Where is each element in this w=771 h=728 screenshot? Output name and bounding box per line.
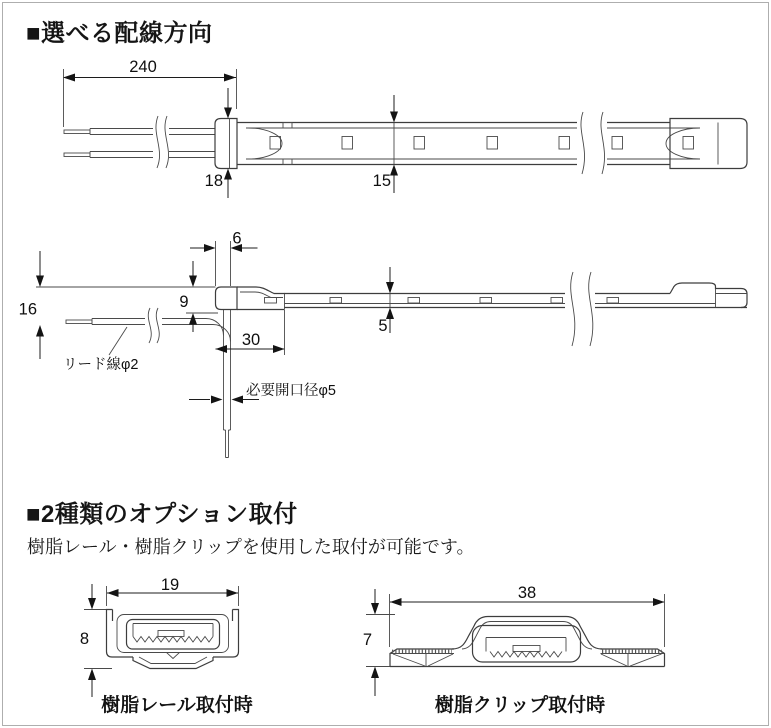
dim-240-label: 240	[129, 58, 157, 76]
opening-diameter-callout	[189, 382, 336, 404]
serration	[490, 652, 562, 658]
dim-18	[205, 88, 232, 198]
opening-diameter-label: 必要開口径φ5	[246, 383, 336, 399]
dim-30-label: 30	[241, 331, 261, 349]
led-chips	[270, 137, 694, 150]
serration	[133, 637, 213, 643]
wire-vertical	[224, 310, 231, 431]
dim-7	[363, 589, 395, 696]
wire-break-mark	[156, 116, 169, 168]
rail-cross-section	[80, 576, 253, 716]
lead-wires	[64, 116, 215, 168]
section-options-subtitle: 樹脂レール・樹脂クリップを使用した取付が可能です。	[27, 537, 475, 557]
dim-5	[378, 267, 394, 335]
strip-outline	[237, 123, 670, 165]
rail-height-label: 8	[79, 630, 89, 648]
dim-30	[216, 310, 285, 355]
arrowhead-right	[224, 74, 236, 82]
clip-caption: 樹脂クリップ取付時	[434, 695, 606, 716]
led-chips-side	[330, 298, 619, 304]
dim-19	[107, 576, 239, 606]
clip-width-label: 38	[517, 584, 537, 602]
end-cap-right	[670, 119, 747, 169]
dim-6	[190, 230, 258, 287]
strip-profile	[285, 294, 748, 308]
strip-break-mark	[581, 112, 605, 174]
dim-16	[19, 251, 44, 359]
strip-side-view	[216, 272, 748, 346]
clip-profile	[390, 617, 665, 667]
arrowhead-left	[63, 74, 75, 82]
center-notch	[167, 653, 180, 659]
section-options-title: ■2種類のオプション取付	[26, 501, 298, 528]
dim-15	[373, 95, 398, 193]
rail-profile	[107, 610, 239, 669]
end-cap-left	[215, 119, 237, 169]
wire-tip	[66, 320, 92, 324]
dim-18-label: 18	[204, 172, 223, 190]
strip-top-view	[215, 112, 747, 174]
rail-cavity	[117, 615, 229, 653]
lead-wire-side	[66, 308, 231, 458]
clip-cross-section	[363, 584, 665, 716]
dim-15-label: 15	[372, 172, 391, 190]
dim-5-label: 5	[378, 317, 388, 335]
dim-6-label: 6	[232, 229, 242, 248]
dim-8	[80, 584, 112, 697]
rail-caption: 樹脂レール取付時	[101, 695, 253, 716]
dim-240	[63, 58, 237, 127]
lead-wire-label: リード線φ2	[63, 357, 139, 373]
dim-16-label: 16	[18, 300, 37, 319]
connector-cap	[216, 287, 238, 310]
wire-bend	[206, 319, 231, 342]
section-wiring-title: ■選べる配線方向	[26, 20, 213, 47]
side-view-diagram	[19, 230, 747, 458]
dim-9-label: 9	[179, 293, 189, 311]
top-view-diagram	[63, 58, 747, 198]
leader-line	[109, 327, 127, 355]
wire-tip	[64, 130, 90, 134]
dim-9	[179, 261, 218, 332]
lead-wire-callout	[63, 327, 138, 373]
wire-break-mark	[148, 308, 159, 343]
rail-width-label: 19	[160, 576, 180, 594]
wire-tip	[64, 153, 90, 157]
strip-break-mark	[571, 272, 593, 346]
wire-vertical-tip	[224, 430, 231, 458]
clip-height-label: 7	[362, 631, 372, 649]
diffuser-arc-left	[248, 128, 282, 159]
